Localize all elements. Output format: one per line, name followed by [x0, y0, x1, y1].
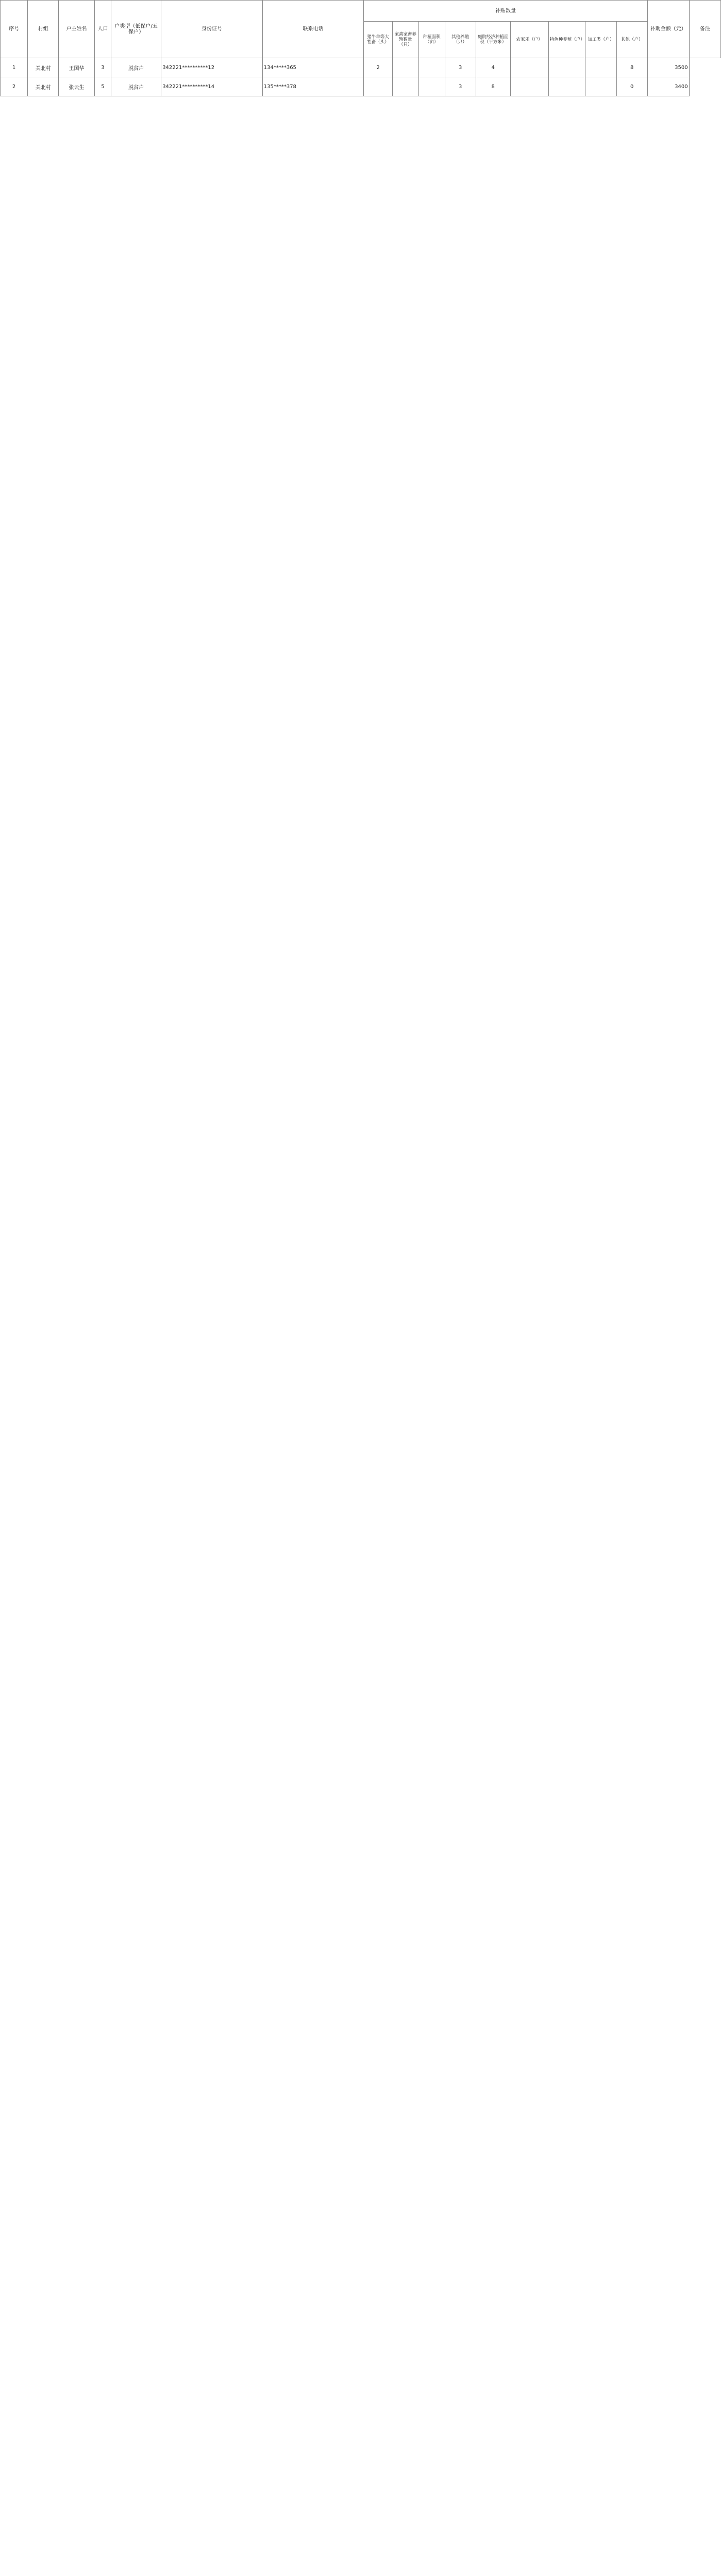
table-cell [364, 77, 393, 96]
col-sub-0: 猪牛羊等大牲畜（头） [364, 22, 393, 58]
table-cell: 关北村 [28, 77, 59, 96]
table-cell: 8 [616, 58, 647, 77]
table-cell: 脱贫户 [111, 58, 161, 77]
col-sub-6: 特色种养殖（户） [548, 22, 585, 58]
table-cell [392, 77, 418, 96]
table-cell: 5 [94, 77, 111, 96]
table-cell: 135*****378 [262, 77, 364, 96]
col-sub-1: 家禽家畜养殖数量（只） [392, 22, 418, 58]
table-cell: 3 [94, 58, 111, 77]
table-row [1, 77, 721, 96]
table-cell: 3400 [647, 77, 689, 96]
col-members: 人口 [94, 1, 111, 58]
table-cell: 脱贫户 [111, 77, 161, 96]
col-id: 身份证号 [161, 1, 263, 58]
table-cell [392, 58, 418, 77]
col-phone: 联系电话 [262, 1, 364, 58]
table-cell: 3 [445, 58, 476, 77]
table-cell [585, 58, 616, 77]
table-cell: 134*****365 [262, 58, 364, 77]
table-cell [510, 77, 548, 96]
table-cell: 关北村 [28, 58, 59, 77]
table-cell [418, 77, 445, 96]
col-sub-3: 其他养殖（只） [445, 22, 476, 58]
col-group: 补贴数量 [364, 1, 647, 22]
table-cell: 2 [364, 58, 393, 77]
col-name: 户主姓名 [59, 1, 94, 58]
table-cell: 2 [1, 77, 28, 96]
table-cell: 4 [476, 58, 510, 77]
table-cell [585, 77, 616, 96]
subsidy-sheet [0, 0, 721, 96]
col-sub-2: 种植面积（亩） [418, 22, 445, 58]
col-village: 村组 [28, 1, 59, 58]
table-row [1, 58, 721, 77]
col-sub-7: 加工类（户） [585, 22, 616, 58]
table-cell: 1 [1, 58, 28, 77]
table-cell: 342221**********14 [161, 77, 263, 96]
table-cell: 0 [616, 77, 647, 96]
table-cell: 342221**********12 [161, 58, 263, 77]
table-cell [548, 58, 585, 77]
table-cell: 王国华 [59, 58, 94, 77]
table-cell [418, 58, 445, 77]
col-note: 备注 [689, 1, 720, 58]
col-amount: 补助金额（元） [647, 1, 689, 58]
col-sub-4: 庭院经济种植面积（平方米） [476, 22, 510, 58]
col-sub-5: 农家乐（户） [510, 22, 548, 58]
table-cell: 3 [445, 77, 476, 96]
col-sub-8: 其他（户） [616, 22, 647, 58]
table-cell: 张云生 [59, 77, 94, 96]
subsidy-table [0, 0, 721, 96]
col-type: 户类型（低保户/五保户） [111, 1, 161, 58]
table-cell [548, 77, 585, 96]
table-cell: 3500 [647, 58, 689, 77]
table-cell: 8 [476, 77, 510, 96]
table-cell [510, 58, 548, 77]
col-seq: 序号 [1, 1, 28, 58]
